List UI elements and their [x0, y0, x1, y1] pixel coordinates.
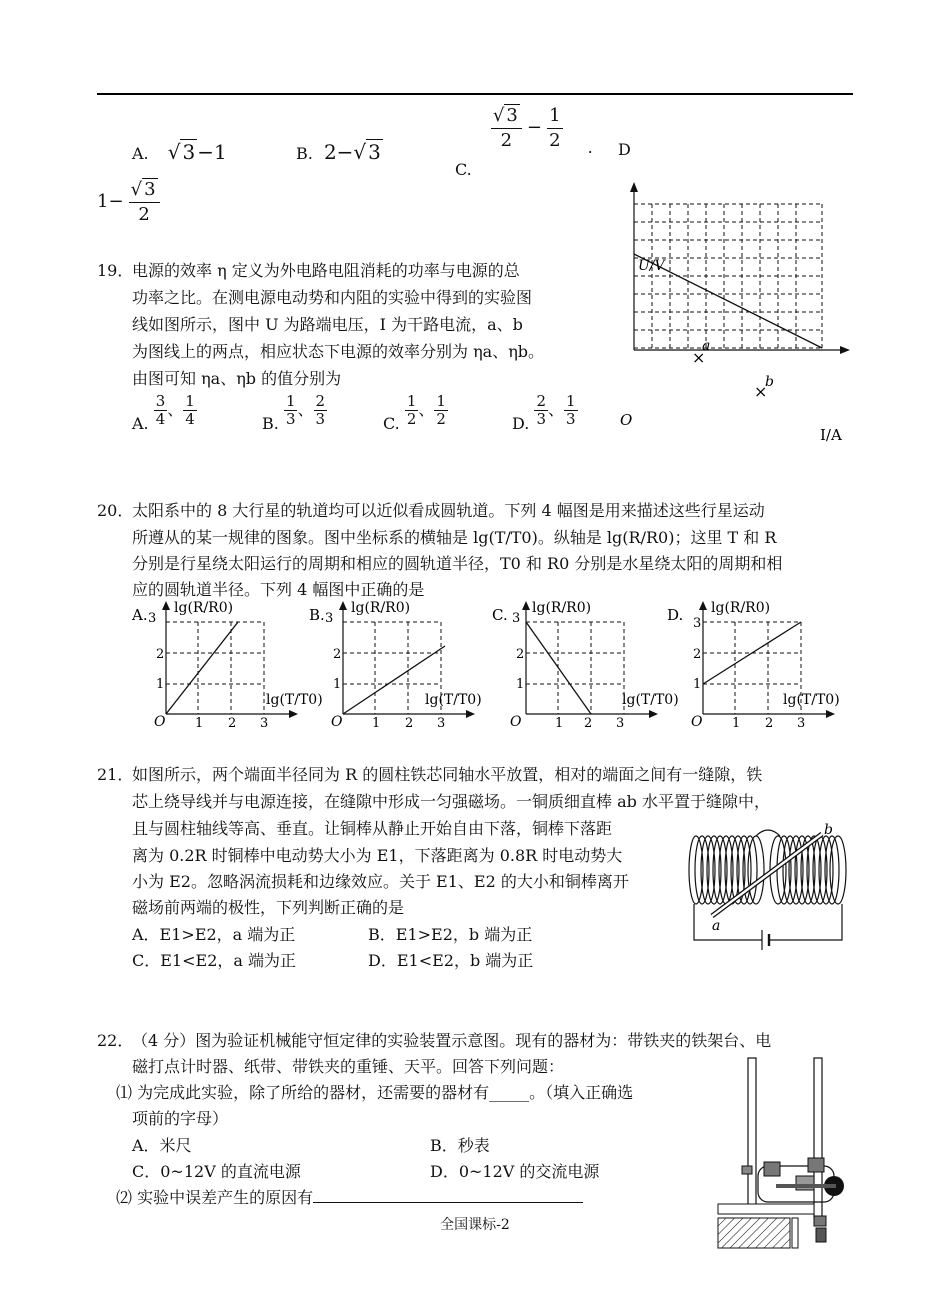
- q22-sub1-line1: ⑴ 为完成此实验，除了所给的器材，还需要的器材有_____。（填入正确选: [116, 1083, 634, 1102]
- q19-text-line2: 功率之比。在测电源电动势和内阻的实验中得到的实验图: [132, 288, 533, 307]
- q19-point-a-label: a: [702, 338, 711, 354]
- svg-text:2: 2: [516, 647, 525, 662]
- q19-option-d: D. $\frac{2}{3}$ 、 $\frac{1}{3}$: [512, 392, 576, 433]
- q19-grid: [634, 204, 822, 348]
- q22-right-rod: [814, 1058, 822, 1218]
- q19-option-c: C. $\frac{1}{2}$ 、 $\frac{1}{2}$: [383, 392, 446, 433]
- q20-number: 20．: [97, 501, 134, 520]
- q20-graph-b-tick3: 3: [437, 716, 446, 731]
- q22-clamp-right: [808, 1158, 824, 1172]
- q20-graph-d-y-label: lg(R/R0): [711, 600, 771, 616]
- q19-text-line1: 电源的效率 η 定义为外电路电阻消耗的功率与电源的总: [132, 261, 520, 280]
- q20-graph-b-y-label: lg(R/R0): [351, 600, 411, 616]
- q20-graph-a-line: [166, 622, 238, 714]
- q19-x-arrow: [840, 346, 850, 354]
- q20-graph-a-label: A.: [132, 606, 148, 624]
- q20-graph-d: [665, 598, 865, 731]
- q21-rod-end-b: b: [824, 822, 833, 838]
- q21-option-d: D．E1<E2，b 端为正: [368, 951, 534, 970]
- q19-text-line3: 线如图所示，图中 U 为路端电压，I 为干路电流，a、b: [132, 315, 523, 334]
- q19-text-line5: 由图可知 ηa、ηb 的值分别为: [132, 369, 342, 388]
- q20-graph-d-x-label: lg(T/T0): [783, 692, 840, 708]
- q20-graph-d-tick2: 2: [765, 716, 774, 731]
- q21-text-line3: 且与圆柱轴线等高、垂直。让铜棒从静止开始自由下落，铜棒下落距: [132, 819, 613, 838]
- q20-graph-c-y-label: lg(R/R0): [532, 600, 592, 616]
- q21-number: 21．: [97, 765, 134, 784]
- q20-graph-c-origin: O: [510, 714, 522, 730]
- q19-point-b-label: b: [765, 374, 774, 390]
- q19-point-b-mark: ×: [754, 382, 768, 401]
- q20-graph-c-x-label: lg(T/T0): [622, 692, 679, 708]
- q20-graph-d-origin: O: [691, 714, 703, 730]
- q20-graph-a-tick2: 2: [228, 716, 237, 731]
- q20-graph-c-tick3: 3: [616, 716, 625, 731]
- svg-text:3: 3: [325, 611, 334, 626]
- q22-text-line1: （4 分）图为验证机械能守恒定律的实验装置示意图。现有的器材为：带铁夹的铁架台、电: [132, 1031, 772, 1050]
- q21-text-line4: 离为 0.2R 时铜棒中电动势大小为 E1，下落距离为 0.8R 时电动势大: [132, 846, 623, 865]
- q21-rod-end-a: a: [712, 918, 721, 934]
- q19-point-a-mark: ×: [692, 348, 706, 367]
- q20-graph-b: [305, 598, 505, 731]
- svg-text:2: 2: [333, 647, 342, 662]
- q19-text-line4: 为图线上的两点，相应状态下电源的效率分别为 ηa、ηb。: [132, 342, 545, 361]
- q20-graph-c-label: C.: [492, 606, 508, 624]
- q22-clamp-left: [764, 1162, 780, 1176]
- svg-text:1: 1: [156, 677, 165, 692]
- q21-option-a: A．E1>E2，a 端为正: [132, 925, 296, 944]
- q20-graph-b-x-label: lg(T/T0): [425, 692, 482, 708]
- q19-y-arrow: [630, 182, 638, 192]
- q20-graph-d-label: D.: [667, 606, 684, 624]
- q22-sub1-line2: 项前的字母）: [132, 1109, 229, 1128]
- svg-text:2: 2: [693, 647, 702, 662]
- q20-graph-b-label: B.: [309, 606, 325, 624]
- q20-graph-a-tick1: 1: [195, 716, 204, 731]
- q22-number: 22．: [97, 1031, 134, 1050]
- q20-graph-b-tick2: 2: [405, 716, 414, 731]
- svg-text:1: 1: [516, 677, 525, 692]
- q18-option-d-expr: 1− $\frac{√ 3}{2}$: [97, 178, 160, 227]
- q20-text-line4: 应的圆轨道半径。下列 4 幅图中正确的是: [132, 580, 425, 599]
- q20-text-line2: 所遵从的某一规律的图象。图中坐标系的横轴是 lg(T/T0)。纵轴是 lg(R/R0)；这里 T 和 R: [132, 528, 777, 547]
- q21-option-b: B．E1>E2，b 端为正: [368, 925, 533, 944]
- q20-graph-b-origin: O: [331, 714, 343, 730]
- q22-base-plate-top: [718, 1204, 814, 1214]
- q22-option-d: D．0~12V 的交流电源: [430, 1162, 600, 1181]
- q20-graph-d-tick3: 3: [797, 716, 806, 731]
- q20-graph-c-tick1: 1: [555, 716, 564, 731]
- page-footer: 全国课标-2: [440, 1217, 510, 1233]
- q20-graph-d-tick1: 1: [732, 716, 741, 731]
- q20-graph-a-tick3: 3: [260, 716, 269, 731]
- q20-graph-a-y-label: lg(R/R0): [174, 600, 234, 616]
- q21-left-coil: [689, 836, 764, 904]
- q21-text-line6: 磁场前两端的极性，下列判断正确的是: [132, 898, 405, 917]
- q21-text-line5: 小为 E2。忽略涡流损耗和边缘效应。关于 E1、E2 的大小和铜棒离开: [132, 872, 629, 891]
- svg-text:3: 3: [693, 616, 702, 631]
- svg-text:2: 2: [156, 647, 165, 662]
- q21-circuit-wire-right: [769, 904, 842, 940]
- q19-origin: O: [620, 411, 633, 429]
- q22-text-line2: 磁打点计时器、纸带、带铁夹的重锤、天平。回答下列问题：: [132, 1057, 565, 1076]
- q21-text-line2: 芯上绕导线并与电源连接，在缝隙中形成一匀强磁场。一铜质细直棒 ab 水平置于缝隙中，: [132, 792, 770, 811]
- q19-option-a: A. $\frac{3}{4}$ 、 $\frac{1}{4}$: [132, 392, 195, 433]
- q22-option-a: A．米尺: [132, 1136, 192, 1155]
- q22-option-b: B．秒表: [430, 1136, 490, 1155]
- q21-coil-figure: [682, 818, 854, 960]
- q19-number: 19．: [97, 261, 134, 280]
- q22-sub2: ⑵ 实验中误差产生的原因有: [116, 1185, 583, 1211]
- q20-graph-c-tick2: 2: [584, 716, 593, 731]
- q18-option-a: A. √ 3 −1: [132, 140, 227, 164]
- q22-option-c: C．0~12V 的直流电源: [132, 1162, 301, 1181]
- svg-text:1: 1: [333, 677, 342, 692]
- q21-text-line1: 如图所示，两个端面半径同为 R 的圆柱铁芯同轴水平放置，相对的端面之间有一缝隙，铁: [132, 765, 763, 784]
- q19-x-label: I/A: [820, 426, 842, 444]
- q20-graph-a-origin: O: [154, 714, 166, 730]
- q20-graph-c: [488, 598, 679, 731]
- q19-option-b: B. $\frac{1}{3}$ 、 $\frac{2}{3}$: [262, 392, 326, 433]
- q22-left-rod: [748, 1058, 756, 1208]
- q20-graph-a-x-label: lg(T/T0): [266, 692, 323, 708]
- q18-option-d-label: D: [618, 140, 631, 159]
- q20-text-line3: 分别是行星绕太阳运行的周期和相应的圆轨道半径，T0 和 R0 分别是水星绕太阳的周期和相: [132, 554, 783, 573]
- q20-text-line1: 太阳系中的 8 大行星的轨道均可以近似看成圆轨道。下列 4 幅图是用来描述这些行星运动: [132, 501, 765, 520]
- q18-option-b: B. 2−√ 3: [296, 140, 381, 164]
- q21-circuit-wire-left: [694, 904, 762, 940]
- svg-text:3: 3: [512, 611, 521, 626]
- q19-ui-graph: [610, 180, 850, 450]
- q20-graph-b-tick1: 1: [372, 716, 381, 731]
- q19-y-label: U/V: [638, 258, 665, 274]
- svg-text:1: 1: [693, 677, 702, 692]
- q22-answer-blank[interactable]: [313, 1188, 583, 1203]
- q18-option-c: C. $\frac{√ 3}{2}$ − $\frac{1}{2}$ .: [455, 105, 593, 179]
- q20-graph-a: [128, 598, 323, 731]
- q21-option-c: C．E1<E2，a 端为正: [132, 951, 296, 970]
- q20-graph-a-y3: 3: [148, 611, 157, 626]
- top-rule: [97, 93, 853, 95]
